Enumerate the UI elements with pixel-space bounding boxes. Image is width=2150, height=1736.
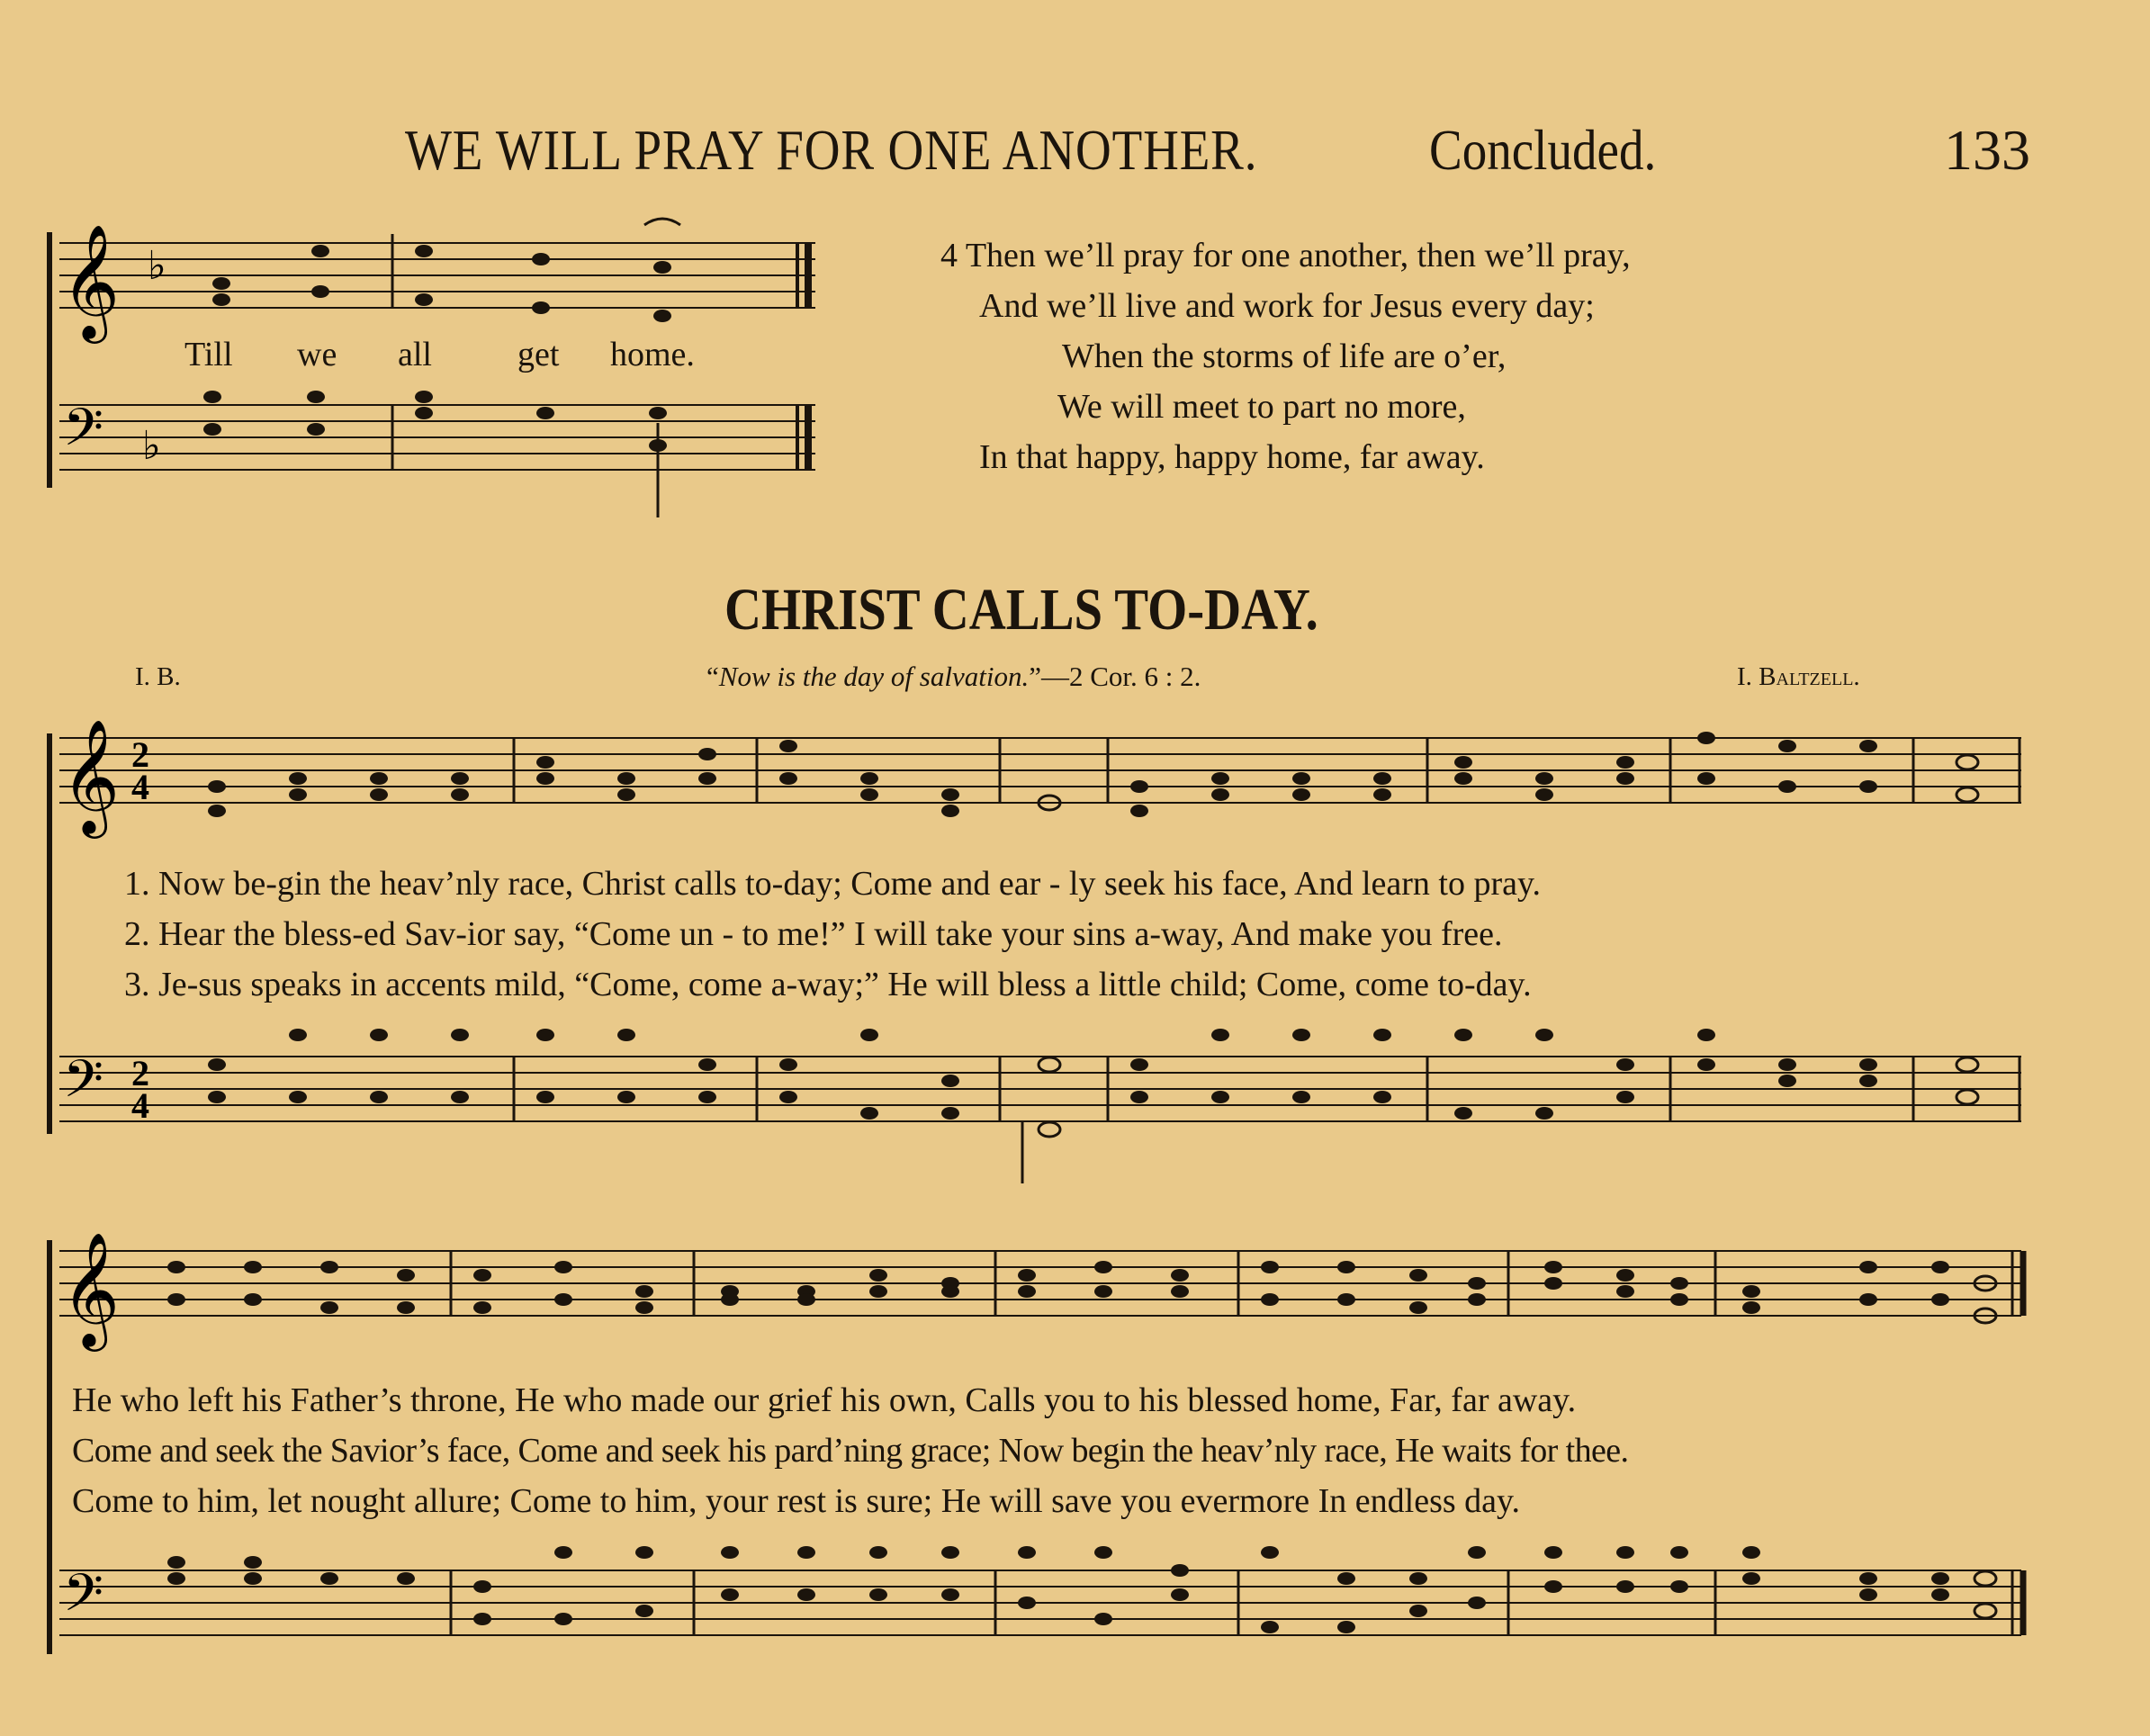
staff-lines [59, 243, 815, 308]
system-bracket [47, 232, 52, 488]
time-signature-top: 2 [131, 1053, 149, 1093]
treble-staff-prev [59, 223, 833, 338]
note-group [208, 732, 1978, 817]
verse-4-line: 4 Then we’ll pray for one another, then we’ll pray, [940, 237, 1631, 274]
verse-4-line: We will meet to part no more, [1057, 388, 1466, 426]
system-bracket [47, 1240, 52, 1654]
staff-lines [59, 1251, 2021, 1316]
lyric-line-verse-1: 1. Now be-gin the heav’nly race, Christ calls to-day; Come and ear - ly seek his face, And learn to pray. [124, 865, 1542, 903]
lyric-line-verse-3: 3. Je-sus speaks in accents mild, “Come, come a-way;” He will bless a little child; Come, come to-day. [124, 966, 1532, 1003]
running-title: WE WILL PRAY FOR ONE ANOTHER. [405, 118, 1258, 182]
verse-4-line: And we’ll live and work for Jesus every day; [979, 287, 1595, 325]
treble-staff-system-1 [59, 720, 2030, 855]
bass-staff-system-2 [59, 1552, 2030, 1696]
treble-staff-system-2 [59, 1233, 2030, 1368]
prev-lyric-word: all [398, 336, 432, 373]
treble-clef-icon: 𝄞 [61, 718, 121, 833]
lyricist-credit: I. B. [135, 662, 181, 691]
bass-clef-icon: 𝄢 [63, 1562, 104, 1636]
time-signature-bottom: 4 [131, 1085, 149, 1126]
bass-clef-icon: 𝄢 [63, 1048, 104, 1122]
prev-lyric-word: get [517, 336, 560, 373]
note-group [167, 1546, 1996, 1633]
staff-lines [59, 1570, 2021, 1635]
treble-clef-icon: 𝄞 [61, 1231, 121, 1346]
epigraph-reference: —2 Cor. 6 : 2. [1040, 661, 1201, 692]
fermata-icon [644, 219, 680, 225]
lyric-line-verse-1: He who left his Father’s throne, He who made our grief his own, Calls you to his blessed home, Far, far away. [72, 1381, 1577, 1419]
note-group [212, 245, 671, 322]
prev-lyric-word: home. [610, 336, 695, 373]
staff-lines [59, 738, 2021, 803]
barlines [514, 1057, 2020, 1183]
bass-clef-icon: 𝄢 [63, 397, 104, 471]
flat-icon: ♭ [148, 243, 166, 289]
note-group [167, 1261, 1996, 1323]
page-number: 133 [1944, 118, 2030, 182]
flat-icon: ♭ [142, 423, 161, 469]
prev-lyric-word: Till [184, 336, 233, 373]
bass-staff-system-1 [59, 1035, 2030, 1188]
epigraph-quote: Now is the day of salvation. [718, 661, 1030, 692]
time-signature-bottom: 4 [131, 767, 149, 807]
verse-4-line: In that happy, happy home, far away. [979, 438, 1485, 476]
treble-clef-icon: 𝄞 [61, 223, 121, 338]
staff-lines [59, 405, 815, 470]
system-bracket [47, 733, 52, 1134]
epigraph: “Now is the day of salvation.”—2 Cor. 6 : 2. [706, 661, 1201, 692]
verse-4-line: When the storms of life are o’er, [1062, 337, 1507, 375]
prev-lyric-word: we [297, 336, 337, 373]
staff-lines [59, 1057, 2021, 1121]
song-title: CHRIST CALLS TO-DAY. [724, 577, 1318, 643]
bass-staff-prev [59, 387, 833, 522]
lyric-line-verse-2: Come and seek the Savior’s face, Come and seek his pard’ning grace; Now begin the heav’nly race, He waits for thee. [72, 1432, 1629, 1470]
composer-credit: I. Baltzell. [1737, 662, 1860, 691]
time-signature-top: 2 [131, 734, 149, 775]
running-title-suffix: Concluded. [1429, 118, 1657, 182]
lyric-line-verse-3: Come to him, let nought allure; Come to him, your rest is sure; He will save you evermore In endless day. [72, 1482, 1521, 1520]
lyric-line-verse-2: 2. Hear the bless-ed Sav-ior say, “Come un - to me!” I will take your sins a-way, And make you free. [124, 915, 1503, 953]
